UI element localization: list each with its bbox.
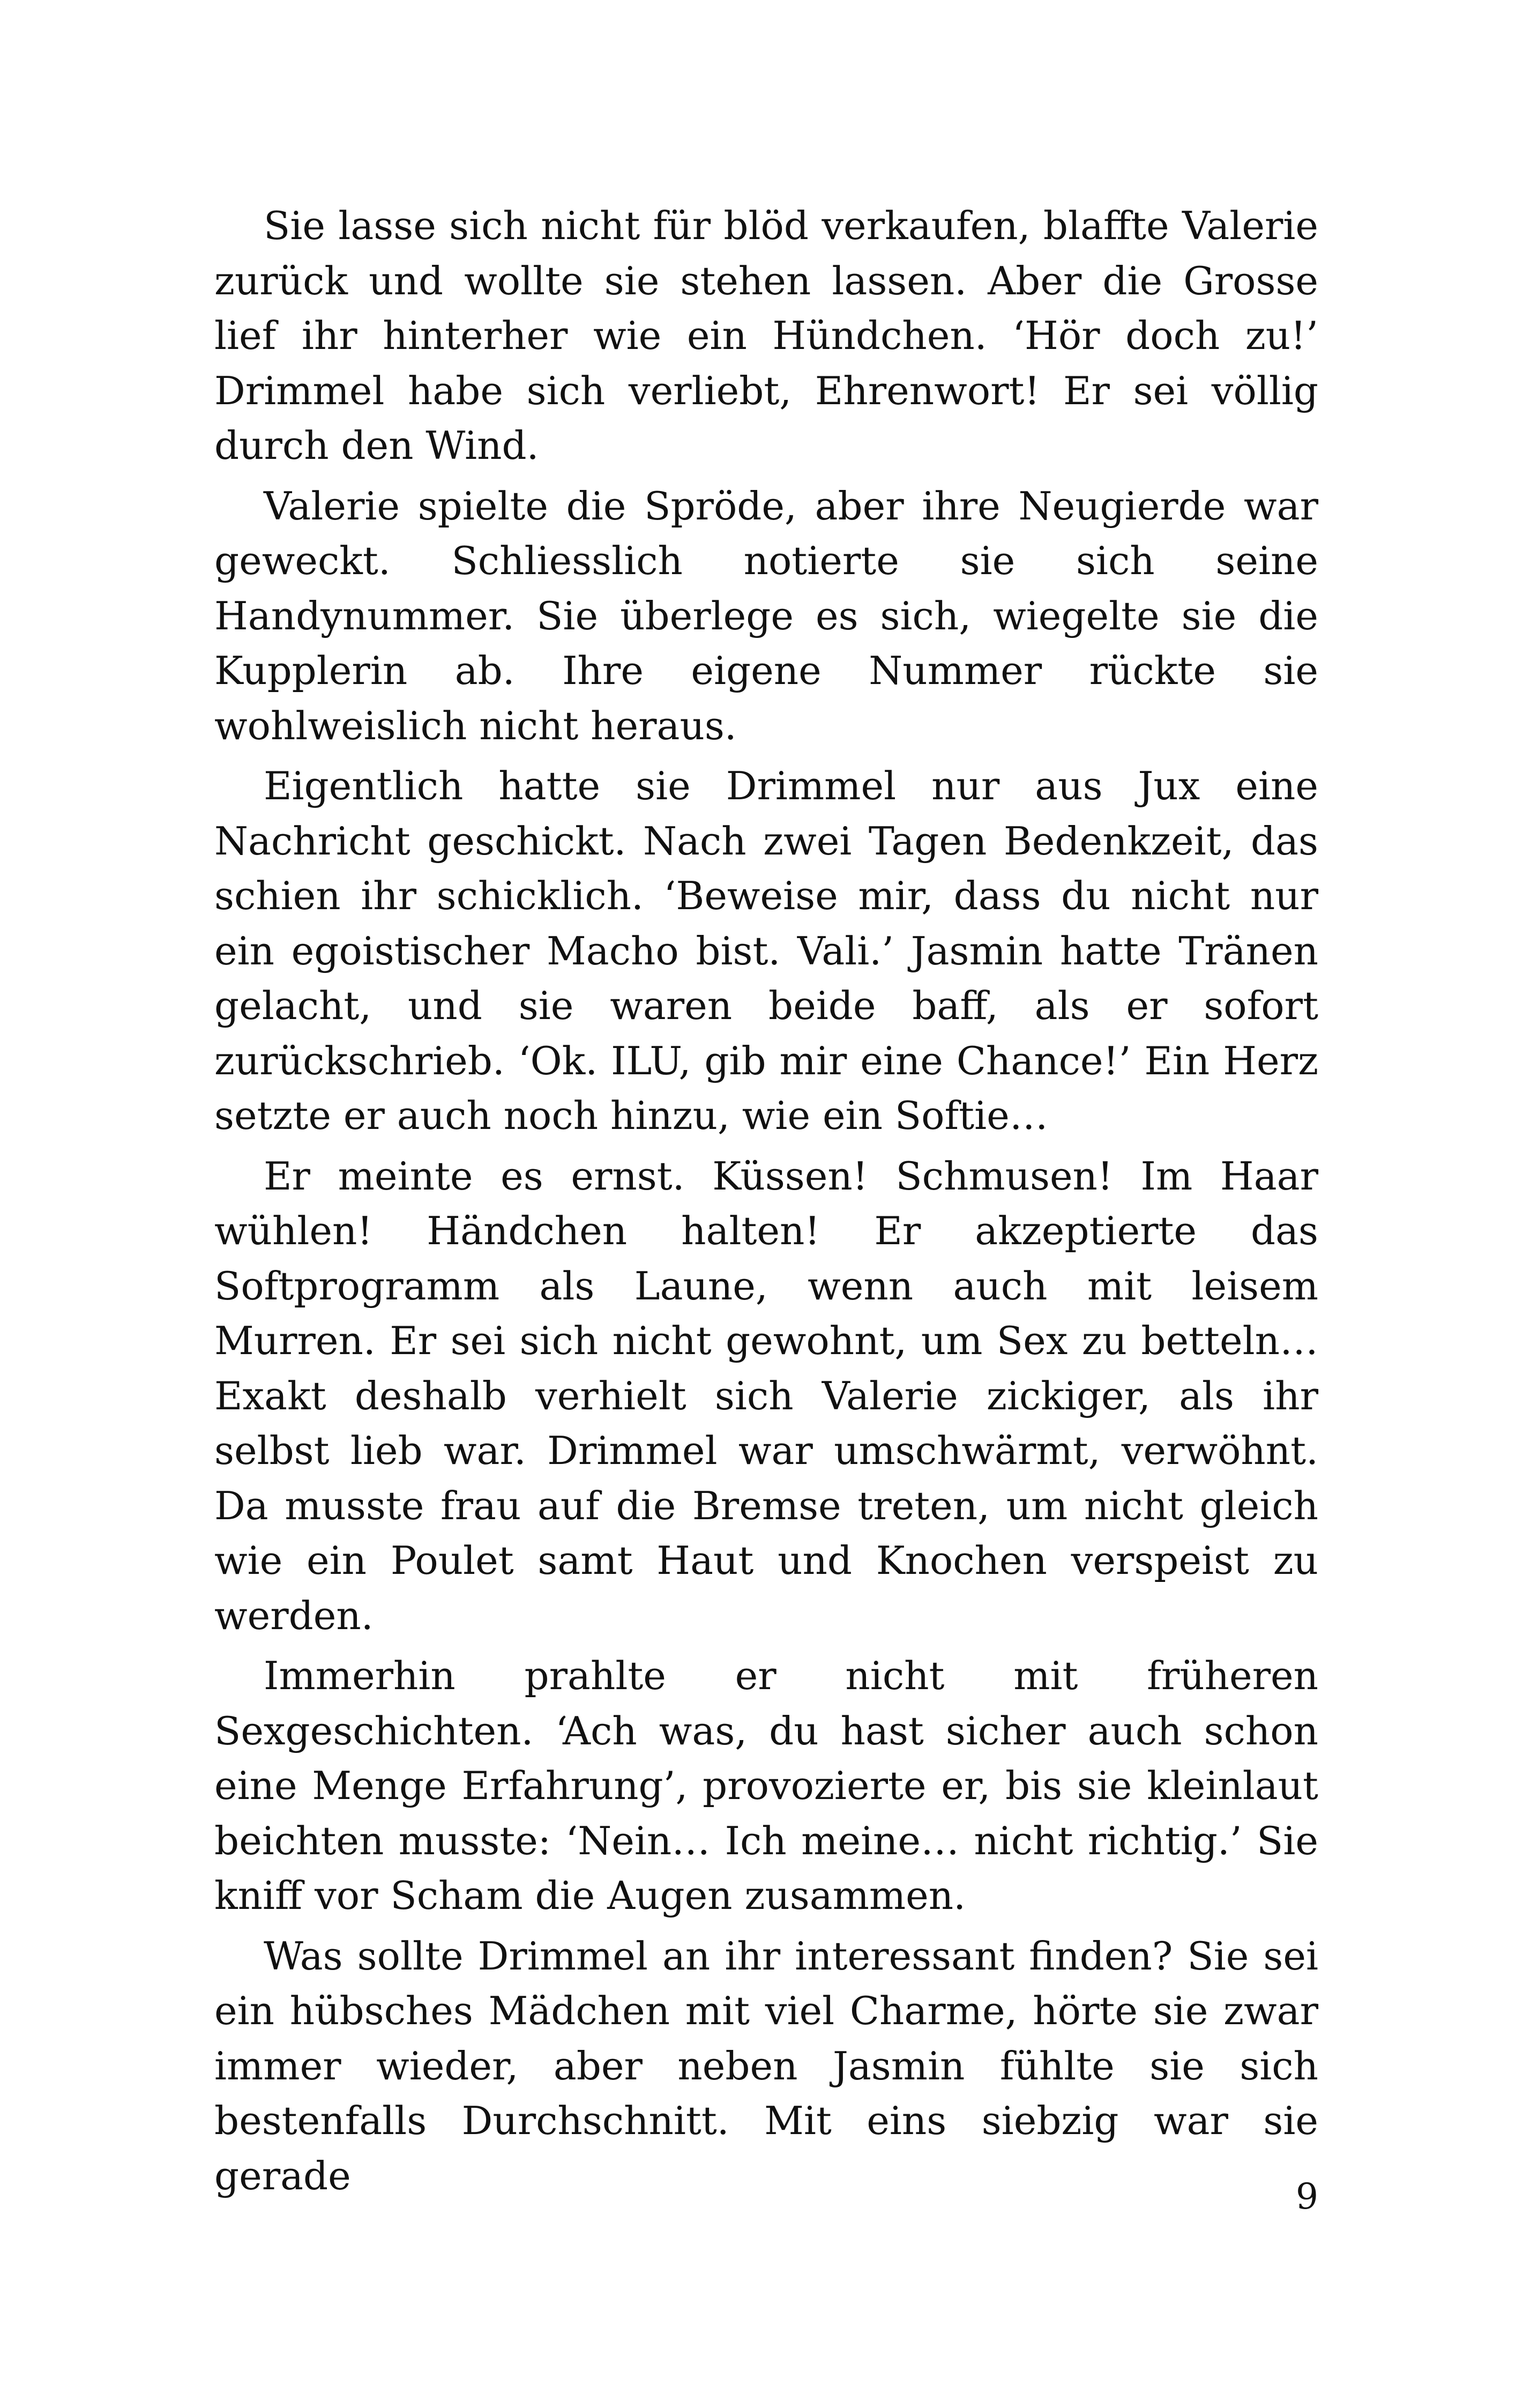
paragraph-6: Was sollte Drimmel an ihr interessant finden? Sie sei ein hübsches Mädchen mit viel Charme, hörte sie zwar immer wieder, aber neben Jasmin fühlte sie sich bestenfalls Durchschnitt. Mit eins siebzig war sie gerade [214, 1933, 1318, 2198]
paragraph-4: Er meinte es ernst. Küssen! Schmusen! Im Haar wühlen! Händchen halten! Er akzeptierte das Softprogramm als Laune, wenn auch mit leisem Murren. Er sei sich nicht gewohnt, um Sex zu betteln… Exakt deshalb verhielt sich Valerie zickiger, als ihr selbst lieb war. Drimmel war umschwärmt, verwöhnt. Da musste frau auf die Bremse treten, um nicht gleich wie ein Poulet samt Haut und Knochen verspeist zu werden. [214, 1153, 1318, 1638]
paragraph-1: Sie lasse sich nicht für blöd verkaufen, blaffte Valerie zurück und wollte sie stehen lassen. Aber die Grosse lief ihr hinterher wie ein Hündchen. ‘Hör doch zu!’ Drimmel habe sich verliebt, Ehrenwort! Er sei völlig durch den Wind. [214, 203, 1318, 468]
paragraph-3: Eigentlich hatte sie Drimmel nur aus Jux eine Nachricht geschickt. Nach zwei Tagen Bedenkzeit, das schien ihr schicklich. ‘Beweise mir, dass du nicht nur ein egoistischer Macho bist. Vali.’ Jasmin hatte Tränen gelacht, und sie waren beide baff, als er sofort zurückschrieb. ‘Ok. ILU, gib mir eine Chance!’ Ein Herz setzte er auch noch hinzu, wie ein Softie… [214, 763, 1318, 1138]
paragraph-2: Valerie spielte die Spröde, aber ihre Neugierde war geweckt. Schliesslich notierte sie sich seine Handynummer. Sie überlege es sich, wiegelte sie die Kupplerin ab. Ihre eigene Nummer rückte sie wohlweislich nicht heraus. [214, 483, 1318, 748]
paragraph-5: Immerhin prahlte er nicht mit früheren Sexgeschichten. ‘Ach was, du hast sicher auch schon eine Menge Erfahrung’, provozierte er, bis sie kleinlaut beichten musste: ‘Nein… Ich meine… nicht richtig.’ Sie kniff vor Scham die Augen zusammen. [214, 1653, 1318, 1918]
body-text [214, 198, 1318, 2209]
page-number: 9 [1296, 2176, 1318, 2217]
